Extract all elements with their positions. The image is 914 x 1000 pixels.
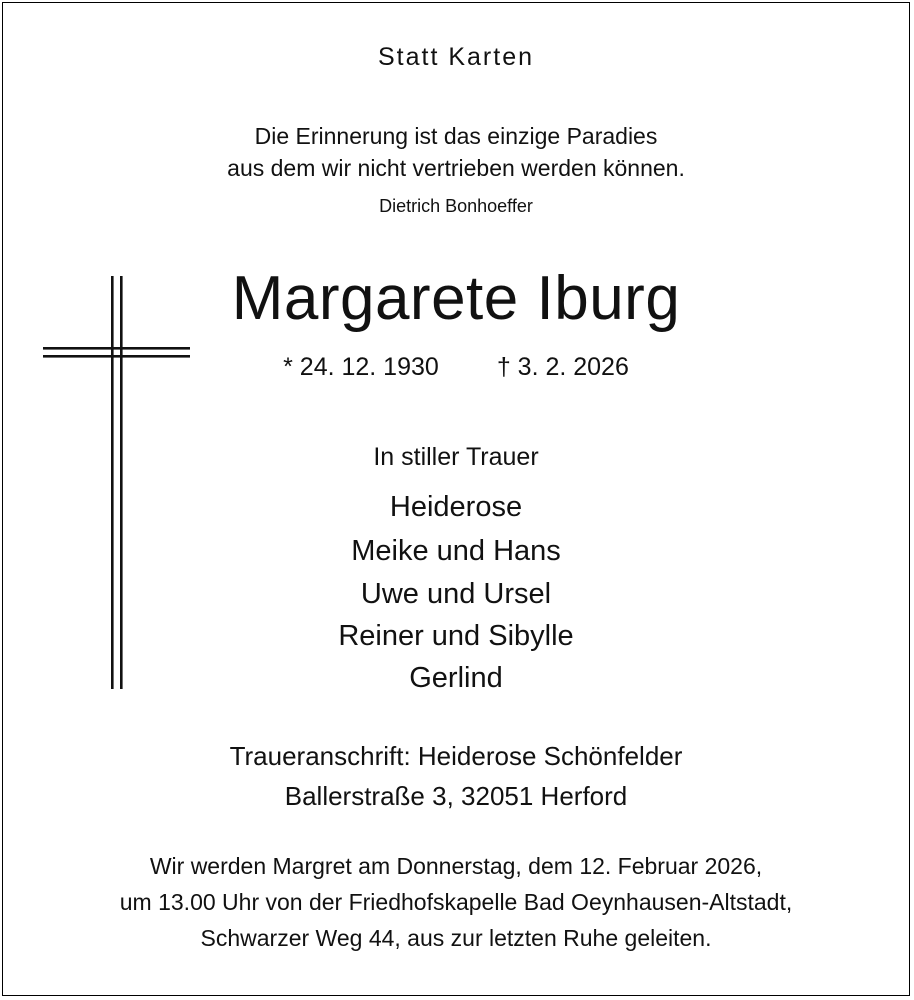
service-info-line-2: um 13.00 Uhr von der Friedhofskapelle Bad Oeynhausen-Altstadt, bbox=[119, 889, 793, 915]
mourner-name: Reiner und Sibylle bbox=[338, 620, 574, 652]
service-info-line-1: Wir werden Margret am Donnerstag, dem 12. Februar 2026, bbox=[149, 853, 763, 879]
mourning-address-line-2: Ballerstraße 3, 32051 Herford bbox=[284, 781, 628, 811]
life-dates bbox=[3, 353, 909, 382]
mourning-intro: In stiller Trauer bbox=[373, 443, 539, 471]
quote-author: Dietrich Bonhoeffer bbox=[379, 196, 533, 216]
deceased-name: Margarete Iburg bbox=[231, 264, 681, 333]
quote-line-1: Die Erinnerung ist das einzige Paradies bbox=[254, 123, 658, 149]
quote-line-2: aus dem wir nicht vertrieben werden können. bbox=[227, 155, 685, 181]
mourner-name: Uwe und Ursel bbox=[360, 578, 552, 610]
obituary-notice bbox=[2, 2, 910, 996]
birth-date: * 24. 12. 1930 bbox=[283, 353, 439, 381]
mourning-address-line-1: Traueranschrift: Heiderose Schönfelder bbox=[229, 741, 683, 771]
mourner-name: Heiderose bbox=[389, 491, 523, 523]
mourner-name: Meike und Hans bbox=[351, 535, 561, 567]
header-text: Statt Karten bbox=[377, 43, 535, 71]
death-date: † 3. 2. 2026 bbox=[496, 353, 629, 381]
service-info-line-3: Schwarzer Weg 44, aus zur letzten Ruhe geleiten. bbox=[200, 925, 712, 951]
mourner-name: Gerlind bbox=[409, 662, 503, 694]
